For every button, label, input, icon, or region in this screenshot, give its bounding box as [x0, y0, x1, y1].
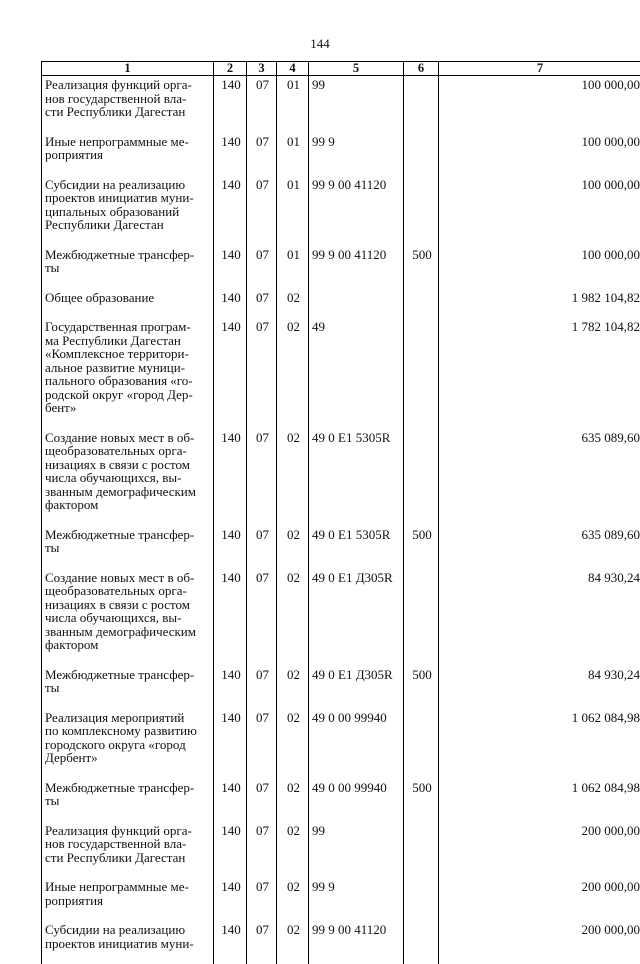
row-code-5: 49	[309, 318, 404, 429]
table-row	[42, 878, 640, 921]
row-code-6	[404, 822, 439, 879]
row-code-5: 99	[309, 76, 404, 133]
row-code-6	[404, 709, 439, 779]
table-row	[42, 569, 640, 666]
row-code-4: 02	[277, 822, 309, 879]
header-col-2: 2	[214, 62, 247, 76]
row-code-3: 07	[247, 709, 277, 779]
row-name: Общее образование	[42, 289, 214, 319]
row-amount: 1 782 104,82	[439, 318, 640, 429]
row-code-2: 140	[214, 289, 247, 319]
row-code-4: 02	[277, 779, 309, 822]
table-row	[42, 429, 640, 526]
header-col-4: 4	[277, 62, 309, 76]
row-code-6	[404, 176, 439, 246]
row-name: Создание новых мест в об- щеобразовательных орга- низациях в связи с ростом числа обучающихся, вы- званным демографическим фактором	[42, 569, 214, 666]
row-code-6	[404, 76, 439, 133]
row-code-6	[404, 921, 439, 964]
row-code-5: 99 9 00 41120	[309, 176, 404, 246]
row-amount: 200 000,00	[439, 822, 640, 879]
row-code-3: 07	[247, 429, 277, 526]
row-code-5: 49 0 E1 Д305R	[309, 569, 404, 666]
row-code-2: 140	[214, 822, 247, 879]
row-amount: 100 000,00	[439, 76, 640, 133]
row-code-3: 07	[247, 318, 277, 429]
row-code-2: 140	[214, 779, 247, 822]
header-row	[42, 62, 640, 76]
row-code-2: 140	[214, 318, 247, 429]
row-code-5: 99 9 00 41120	[309, 921, 404, 964]
table-row	[42, 176, 640, 246]
row-name: Реализация функций орга- нов государственной вла- сти Республики Дагестан	[42, 76, 214, 133]
row-code-3: 07	[247, 133, 277, 176]
row-code-2: 140	[214, 878, 247, 921]
row-name: Межбюджетные трансфер- ты	[42, 779, 214, 822]
row-code-6	[404, 289, 439, 319]
row-code-3: 07	[247, 246, 277, 289]
row-code-4: 02	[277, 318, 309, 429]
table-row	[42, 779, 640, 822]
row-code-4: 02	[277, 526, 309, 569]
row-code-5: 99	[309, 822, 404, 879]
row-code-4: 02	[277, 709, 309, 779]
row-amount: 1 062 084,98	[439, 779, 640, 822]
row-amount: 635 089,60	[439, 429, 640, 526]
row-code-3: 07	[247, 569, 277, 666]
row-name: Реализация мероприятий по комплексному развитию городского округа «город Дербент»	[42, 709, 214, 779]
row-code-4: 01	[277, 76, 309, 133]
row-code-6: 500	[404, 246, 439, 289]
header-col-6: 6	[404, 62, 439, 76]
row-amount: 1 062 084,98	[439, 709, 640, 779]
row-name: Межбюджетные трансфер- ты	[42, 526, 214, 569]
row-amount: 84 930,24	[439, 666, 640, 709]
row-code-4: 02	[277, 666, 309, 709]
table-row	[42, 246, 640, 289]
row-code-6	[404, 569, 439, 666]
row-name: Иные непрограммные ме- роприятия	[42, 878, 214, 921]
page-number: 144	[0, 36, 640, 52]
row-code-5: 49 0 E1 Д305R	[309, 666, 404, 709]
table-row	[42, 76, 640, 133]
table-row	[42, 822, 640, 879]
table-row	[42, 921, 640, 964]
row-name: Создание новых мест в об- щеобразовательных орга- низациях в связи с ростом числа обучающихся, вы- званным демографическим фактором	[42, 429, 214, 526]
table-body	[42, 76, 640, 964]
row-name: Межбюджетные трансфер- ты	[42, 666, 214, 709]
header-col-7: 7	[439, 62, 640, 76]
row-code-2: 140	[214, 429, 247, 526]
row-code-4: 01	[277, 176, 309, 246]
row-code-2: 140	[214, 76, 247, 133]
row-code-2: 140	[214, 246, 247, 289]
row-code-5: 99 9 00 41120	[309, 246, 404, 289]
table-row	[42, 289, 640, 319]
row-code-6	[404, 429, 439, 526]
row-name: Субсидии на реализацию проектов инициатив муни- ципальных образований Республики Дагестан	[42, 176, 214, 246]
header-col-5: 5	[309, 62, 404, 76]
row-code-5: 99 9	[309, 878, 404, 921]
row-code-3: 07	[247, 289, 277, 319]
row-code-2: 140	[214, 176, 247, 246]
row-code-6	[404, 878, 439, 921]
row-code-3: 07	[247, 822, 277, 879]
row-code-2: 140	[214, 709, 247, 779]
row-code-6: 500	[404, 666, 439, 709]
row-code-5: 99 9	[309, 133, 404, 176]
row-code-6	[404, 318, 439, 429]
table-row	[42, 526, 640, 569]
row-code-4: 01	[277, 133, 309, 176]
row-amount: 100 000,00	[439, 246, 640, 289]
header-col-3: 3	[247, 62, 277, 76]
row-amount: 100 000,00	[439, 176, 640, 246]
row-code-2: 140	[214, 526, 247, 569]
row-code-3: 07	[247, 526, 277, 569]
row-code-2: 140	[214, 133, 247, 176]
row-code-4: 02	[277, 429, 309, 526]
row-amount: 200 000,00	[439, 921, 640, 964]
row-code-3: 07	[247, 666, 277, 709]
row-code-5: 49 0 00 99940	[309, 709, 404, 779]
row-code-6: 500	[404, 526, 439, 569]
table-row	[42, 709, 640, 779]
row-code-2: 140	[214, 666, 247, 709]
row-amount: 100 000,00	[439, 133, 640, 176]
row-amount: 84 930,24	[439, 569, 640, 666]
row-code-4: 02	[277, 921, 309, 964]
row-code-5	[309, 289, 404, 319]
table-row	[42, 133, 640, 176]
row-amount: 200 000,00	[439, 878, 640, 921]
row-code-4: 02	[277, 878, 309, 921]
header-col-1: 1	[42, 62, 214, 76]
row-code-4: 01	[277, 246, 309, 289]
row-code-3: 07	[247, 921, 277, 964]
budget-table	[41, 61, 640, 964]
row-name: Реализация функций орга- нов государственной вла- сти Республики Дагестан	[42, 822, 214, 879]
row-code-5: 49 0 E1 5305R	[309, 429, 404, 526]
row-code-4: 02	[277, 289, 309, 319]
row-code-5: 49 0 00 99940	[309, 779, 404, 822]
row-name: Межбюджетные трансфер- ты	[42, 246, 214, 289]
row-code-2: 140	[214, 569, 247, 666]
row-code-3: 07	[247, 878, 277, 921]
row-code-3: 07	[247, 76, 277, 133]
table-row	[42, 666, 640, 709]
row-code-6	[404, 133, 439, 176]
row-code-4: 02	[277, 569, 309, 666]
row-code-5: 49 0 E1 5305R	[309, 526, 404, 569]
row-name: Субсидии на реализацию проектов инициатив муни-	[42, 921, 214, 964]
row-code-6: 500	[404, 779, 439, 822]
row-name: Иные непрограммные ме- роприятия	[42, 133, 214, 176]
row-amount: 1 982 104,82	[439, 289, 640, 319]
row-amount: 635 089,60	[439, 526, 640, 569]
row-code-3: 07	[247, 779, 277, 822]
row-code-2: 140	[214, 921, 247, 964]
row-name: Государственная програм- ма Республики Дагестан «Комплексное территори- альное развитие муници- пального образования «го- родской округ «город Дер- бент»	[42, 318, 214, 429]
table-row	[42, 318, 640, 429]
row-code-3: 07	[247, 176, 277, 246]
